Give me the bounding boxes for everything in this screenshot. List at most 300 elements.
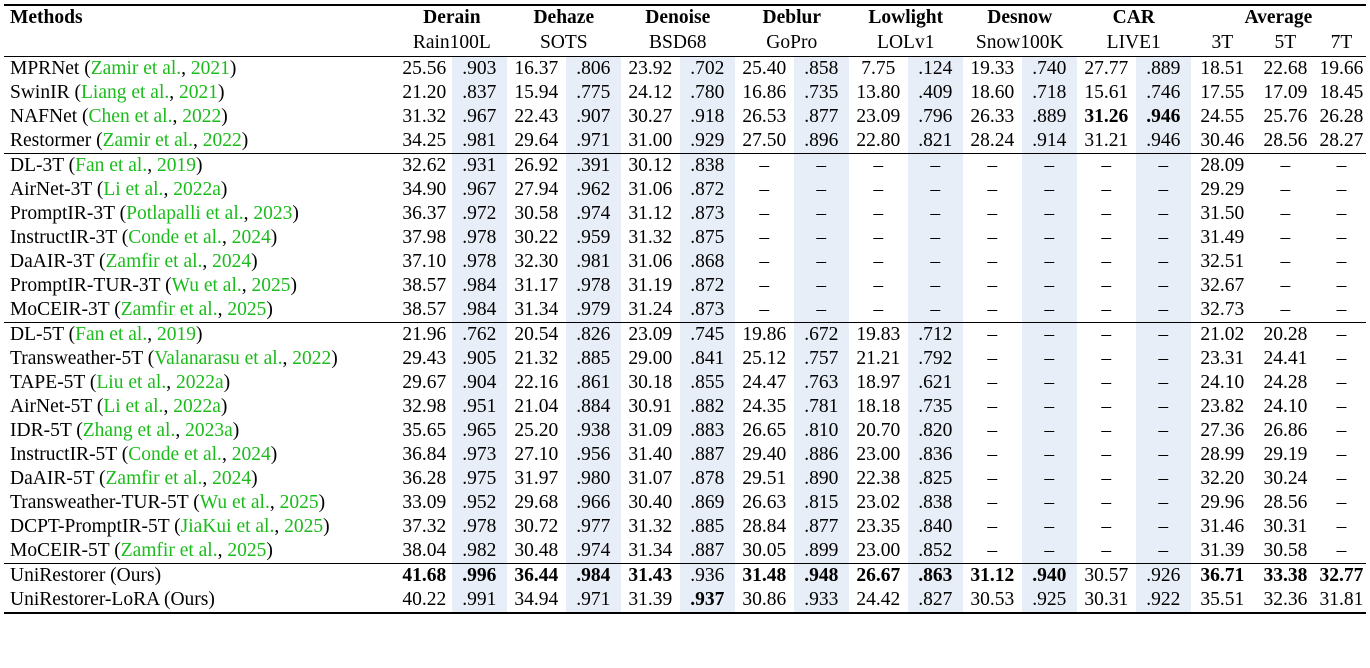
results-table-body — [4, 57, 1366, 614]
value-cell: .951 — [452, 395, 507, 419]
value-cell: 32.77 — [1317, 564, 1366, 589]
value-cell: – — [1336, 516, 1347, 537]
value-cell: – — [1101, 468, 1112, 489]
value-cell: 18.45 — [1319, 82, 1364, 103]
table-row — [4, 564, 1366, 589]
method-name: DL-5T — [10, 324, 64, 345]
method-name-cell: Restormer (Zamir et al., 2022) — [10, 130, 249, 151]
method-name-cell: DCPT-PromptIR-5T (JiaKui et al., 2025) — [10, 516, 330, 537]
value-cell: 31.81 — [1317, 588, 1366, 613]
value-cell: 30.48 — [514, 540, 559, 561]
value-cell: .391 — [566, 154, 621, 179]
value-cell: – — [987, 227, 998, 248]
value-cell: 31.34 — [514, 299, 559, 320]
value-cell: .899 — [794, 539, 849, 564]
value-cell: .735 — [794, 81, 849, 105]
method-name-cell: AirNet-3T (Li et al., 2022a) — [10, 179, 228, 200]
value-cell: 28.99 — [1200, 444, 1245, 465]
value-cell: 24.12 — [628, 82, 673, 103]
value-cell: 41.68 — [397, 564, 452, 589]
value-cell: 26.28 — [1319, 106, 1364, 127]
value-cell: .984 — [452, 298, 507, 323]
value-cell: 31.09 — [628, 420, 673, 441]
value-cell: .740 — [1022, 57, 1077, 82]
value-cell: .890 — [794, 467, 849, 491]
citation-year-link[interactable]: 2025 — [284, 516, 324, 537]
value-cell: .780 — [680, 81, 735, 105]
group-header-average: Average — [1191, 5, 1366, 30]
value-cell: 30.27 — [628, 106, 673, 127]
value-cell: – — [1101, 299, 1112, 320]
citation-year-link[interactable]: 2024 — [212, 251, 252, 272]
value-cell: – — [1101, 251, 1112, 272]
value-cell: .991 — [452, 588, 507, 613]
value-cell: 40.22 — [397, 588, 452, 613]
citation-year-link[interactable]: 2022a — [173, 396, 221, 417]
citation-year-link[interactable]: 2021 — [190, 58, 230, 79]
value-cell: – — [1022, 226, 1077, 250]
value-cell: – — [987, 468, 998, 489]
value-cell: 19.83 — [849, 323, 908, 348]
value-cell: – — [987, 492, 998, 513]
value-cell: 20.28 — [1254, 323, 1317, 348]
group-header-derain: Derain — [397, 5, 507, 30]
value-cell: 27.50 — [742, 130, 787, 151]
value-cell: – — [1022, 419, 1077, 443]
value-cell: 30.31 — [1077, 588, 1136, 613]
value-cell: – — [987, 372, 998, 393]
value-cell: – — [1336, 372, 1347, 393]
value-cell: – — [794, 226, 849, 250]
value-cell: .712 — [908, 323, 963, 348]
value-cell: .852 — [908, 539, 963, 564]
value-cell: .962 — [566, 178, 621, 202]
header-row-datasets — [4, 30, 1366, 57]
value-cell: – — [1336, 492, 1347, 513]
group-header-dehaze: Dehaze — [507, 5, 621, 30]
value-cell: .124 — [908, 57, 963, 82]
citation-link[interactable]: Conde et al. — [128, 227, 222, 248]
value-cell: 30.46 — [1200, 130, 1245, 151]
citation-link[interactable]: Fan et al. — [75, 324, 148, 345]
value-cell: 36.37 — [402, 203, 447, 224]
citation-year-link[interactable]: 2022 — [182, 106, 222, 127]
value-cell: 22.43 — [514, 106, 559, 127]
value-cell: .838 — [680, 154, 735, 179]
value-cell: 32.36 — [1254, 588, 1317, 613]
method-name: DL-3T — [10, 155, 64, 176]
value-cell: .887 — [680, 539, 735, 564]
value-cell: – — [759, 251, 770, 272]
method-name-cell — [4, 588, 397, 613]
citation-link[interactable]: Li et al. — [103, 396, 164, 417]
average-header-3t: 3T — [1191, 30, 1254, 57]
value-cell: .861 — [566, 371, 621, 395]
value-cell: 35.51 — [1191, 588, 1254, 613]
value-cell: – — [1280, 251, 1291, 272]
citation-year-link[interactable]: 2022a — [173, 179, 221, 200]
value-cell: – — [1136, 154, 1191, 179]
value-cell: .971 — [566, 588, 621, 613]
value-cell: – — [1280, 275, 1291, 296]
value-cell: 28.56 — [1263, 492, 1308, 513]
value-cell: – — [1317, 154, 1366, 179]
value-cell: 18.60 — [970, 82, 1015, 103]
value-cell: – — [1022, 467, 1077, 491]
value-cell: 26.86 — [1263, 420, 1308, 441]
value-cell: – — [759, 179, 770, 200]
method-name-cell: InstructIR-3T (Conde et al., 2024) — [10, 227, 278, 248]
value-cell: .959 — [566, 226, 621, 250]
value-cell: – — [1336, 468, 1347, 489]
value-cell: .946 — [1136, 129, 1191, 154]
method-name-cell: AirNet-5T (Li et al., 2022a) — [10, 396, 228, 417]
value-cell: .621 — [908, 371, 963, 395]
citation-year-link[interactable]: 2023 — [253, 203, 293, 224]
citation-year-link[interactable]: 2022 — [202, 130, 242, 151]
value-cell: .896 — [794, 129, 849, 154]
value-cell: – — [1136, 491, 1191, 515]
value-cell: .978 — [452, 515, 507, 539]
value-cell: – — [1022, 539, 1077, 564]
table-row — [4, 371, 1366, 395]
value-cell: .952 — [452, 491, 507, 515]
value-cell: 18.51 — [1200, 58, 1245, 79]
value-cell: – — [908, 178, 963, 202]
value-cell: 26.67 — [849, 564, 908, 589]
value-cell: 29.96 — [1200, 492, 1245, 513]
value-cell: 15.61 — [1084, 82, 1129, 103]
method-name: PromptIR-TUR-3T — [10, 275, 161, 296]
method-name: AirNet-5T — [10, 396, 92, 417]
value-cell: 30.57 — [1077, 564, 1136, 589]
value-cell: 32.98 — [402, 396, 447, 417]
value-cell: – — [794, 154, 849, 179]
value-cell: – — [1136, 274, 1191, 298]
citation-link[interactable]: Valanarasu et al. — [154, 348, 283, 369]
method-name: InstructIR-3T — [10, 227, 117, 248]
header-row-groups — [4, 5, 1366, 30]
value-cell: .965 — [452, 419, 507, 443]
value-cell: 26.63 — [742, 492, 787, 513]
value-cell: – — [1136, 467, 1191, 491]
value-cell: .967 — [452, 105, 507, 129]
value-cell: 30.72 — [514, 516, 559, 537]
value-cell: – — [873, 203, 884, 224]
value-cell: .926 — [1136, 564, 1191, 589]
value-cell: – — [908, 202, 963, 226]
value-cell: 31.24 — [628, 299, 673, 320]
value-cell: – — [1336, 275, 1347, 296]
dataset-header-rain100l: Rain100L — [397, 30, 507, 57]
table-row — [4, 202, 1366, 226]
table-row — [4, 129, 1366, 154]
table-row — [4, 515, 1366, 539]
value-cell: – — [1136, 371, 1191, 395]
value-cell: .966 — [566, 491, 621, 515]
value-cell: .718 — [1022, 81, 1077, 105]
citation-year-link[interactable]: 2024 — [231, 444, 271, 465]
value-cell: 22.38 — [856, 468, 901, 489]
value-cell: 19.33 — [970, 58, 1015, 79]
value-cell: 26.65 — [742, 420, 787, 441]
value-cell: .825 — [908, 467, 963, 491]
method-name-cell — [4, 564, 397, 589]
table-row — [4, 539, 1366, 564]
value-cell: 31.17 — [514, 275, 559, 296]
value-cell: – — [1136, 515, 1191, 539]
value-cell: – — [873, 299, 884, 320]
method-name-cell: SwinIR (Liang et al., 2021) — [10, 82, 225, 103]
value-cell: – — [1136, 539, 1191, 564]
group-header-lowlight: Lowlight — [849, 5, 963, 30]
value-cell: – — [873, 251, 884, 272]
value-cell: 23.02 — [856, 492, 901, 513]
citation-link[interactable]: Fan et al. — [75, 155, 148, 176]
citation-year-link[interactable]: 2024 — [231, 227, 271, 248]
group-header-denoise: Denoise — [621, 5, 735, 30]
value-cell: .978 — [452, 226, 507, 250]
value-cell: .979 — [566, 298, 621, 323]
value-cell: 31.32 — [628, 227, 673, 248]
value-cell: 30.05 — [742, 540, 787, 561]
value-cell: 31.39 — [1200, 540, 1245, 561]
dataset-header-snow100k: Snow100K — [963, 30, 1077, 57]
method-name: UniRestorer-LoRA (Ours) — [10, 589, 215, 610]
value-cell: – — [1336, 348, 1347, 369]
value-cell: 32.20 — [1200, 468, 1245, 489]
value-cell: 29.29 — [1200, 179, 1245, 200]
value-cell: .971 — [566, 129, 621, 154]
citation-year-link[interactable]: 2019 — [156, 324, 196, 345]
dataset-header-gopro: GoPro — [735, 30, 849, 57]
value-cell: 31.26 — [1084, 106, 1129, 127]
value-cell: .872 — [680, 178, 735, 202]
method-name: TAPE-5T — [10, 372, 85, 393]
citation-link[interactable]: Zamir et al. — [102, 130, 194, 151]
value-cell: – — [1101, 275, 1112, 296]
value-cell: 16.37 — [514, 58, 559, 79]
value-cell: 18.97 — [856, 372, 901, 393]
value-cell: 24.42 — [849, 588, 908, 613]
value-cell: 16.86 — [742, 82, 787, 103]
citation-link[interactable]: Zamfir et al. — [120, 540, 218, 561]
value-cell: – — [759, 275, 770, 296]
value-cell: 31.12 — [628, 203, 673, 224]
value-cell: .810 — [794, 419, 849, 443]
citation-year-link[interactable]: 2025 — [251, 275, 291, 296]
value-cell: .904 — [452, 371, 507, 395]
value-cell: .984 — [566, 564, 621, 589]
value-cell: .981 — [566, 250, 621, 274]
method-name-cell: InstructIR-5T (Conde et al., 2024) — [10, 444, 278, 465]
value-cell: – — [1336, 251, 1347, 272]
citation-link[interactable]: JiaKui et al. — [180, 516, 275, 537]
value-cell: .757 — [794, 347, 849, 371]
table-row — [4, 323, 1366, 348]
value-cell: – — [1022, 298, 1077, 323]
method-name: Restormer — [10, 130, 92, 151]
value-cell: .826 — [566, 323, 621, 348]
value-cell: 31.32 — [628, 516, 673, 537]
value-cell: – — [963, 154, 1022, 179]
value-cell: 23.00 — [856, 444, 901, 465]
citation-link[interactable]: Zhang et al. — [82, 420, 176, 441]
citation-year-link[interactable]: 2025 — [279, 492, 319, 513]
value-cell: 29.67 — [402, 372, 447, 393]
value-cell: .775 — [566, 81, 621, 105]
value-cell: 31.46 — [1200, 516, 1245, 537]
method-name-cell: DaAIR-3T (Zamfir et al., 2024) — [10, 251, 258, 272]
method-name: NAFNet — [10, 106, 78, 127]
value-cell: .981 — [452, 129, 507, 154]
value-cell: .877 — [794, 515, 849, 539]
value-cell: 30.40 — [628, 492, 673, 513]
citation-year-link[interactable]: 2025 — [227, 299, 267, 320]
value-cell: .907 — [566, 105, 621, 129]
value-cell: .878 — [680, 467, 735, 491]
value-cell: 27.10 — [514, 444, 559, 465]
average-header-7t: 7T — [1317, 30, 1366, 57]
value-cell: – — [1101, 540, 1112, 561]
value-cell: 24.55 — [1200, 106, 1245, 127]
value-cell: .883 — [680, 419, 735, 443]
citation-year-link[interactable]: 2025 — [227, 540, 267, 561]
value-cell: 29.64 — [514, 130, 559, 151]
value-cell: – — [1336, 227, 1347, 248]
value-cell: .858 — [794, 57, 849, 82]
value-cell: .974 — [566, 539, 621, 564]
method-name: DCPT-PromptIR-5T — [10, 516, 170, 537]
value-cell: .735 — [908, 395, 963, 419]
citation-year-link[interactable]: 2022 — [292, 348, 332, 369]
value-cell: – — [1136, 419, 1191, 443]
citation-link[interactable]: Conde et al. — [128, 444, 222, 465]
value-cell: 38.04 — [402, 540, 447, 561]
value-cell: .972 — [452, 202, 507, 226]
value-cell: .956 — [566, 443, 621, 467]
table-row — [4, 154, 1366, 179]
citation-year-link[interactable]: 2024 — [212, 468, 252, 489]
value-cell: – — [1336, 420, 1347, 441]
value-cell: – — [1101, 227, 1112, 248]
citation-year-link[interactable]: 2022a — [175, 372, 224, 393]
method-name-cell: NAFNet (Chen et al., 2022) — [10, 106, 228, 127]
value-cell: 35.65 — [402, 420, 447, 441]
value-cell: 25.76 — [1263, 106, 1308, 127]
value-cell: – — [1022, 347, 1077, 371]
value-cell: – — [1336, 396, 1347, 417]
value-cell: – — [759, 203, 770, 224]
citation-link[interactable]: Zamir et al. — [90, 58, 182, 79]
value-cell: .975 — [452, 467, 507, 491]
citation-link[interactable]: Wu et al. — [171, 275, 242, 296]
citation-link[interactable]: Chen et al. — [88, 106, 173, 127]
value-cell: – — [1022, 250, 1077, 274]
value-cell: – — [1136, 178, 1191, 202]
value-cell: – — [1280, 203, 1291, 224]
citation-link[interactable]: Zamfir et al. — [105, 468, 203, 489]
value-cell: – — [1336, 540, 1347, 561]
value-cell: 24.10 — [1263, 396, 1308, 417]
value-cell: 31.39 — [621, 588, 680, 613]
value-cell: 31.50 — [1200, 203, 1245, 224]
table-row — [4, 274, 1366, 298]
citation-link[interactable]: Zamfir et al. — [105, 251, 203, 272]
table-row — [4, 588, 1366, 613]
value-cell: 21.20 — [402, 82, 447, 103]
value-cell: .925 — [1022, 588, 1077, 613]
value-cell: – — [1136, 323, 1191, 348]
value-cell: – — [873, 227, 884, 248]
value-cell: 27.77 — [1084, 58, 1129, 79]
value-cell: .918 — [680, 105, 735, 129]
value-cell: – — [908, 154, 963, 179]
value-cell: 25.56 — [402, 58, 447, 79]
value-cell: .933 — [794, 588, 849, 613]
value-cell: – — [908, 226, 963, 250]
value-cell: 23.00 — [856, 540, 901, 561]
value-cell: .869 — [680, 491, 735, 515]
value-cell: – — [987, 251, 998, 272]
value-cell: .868 — [680, 250, 735, 274]
value-cell: .841 — [680, 347, 735, 371]
average-header-5t: 5T — [1254, 30, 1317, 57]
citation-year-link[interactable]: 2021 — [179, 82, 218, 103]
value-cell: – — [1254, 154, 1317, 179]
value-cell: 18.18 — [856, 396, 901, 417]
value-cell: – — [987, 275, 998, 296]
value-cell: 21.02 — [1191, 323, 1254, 348]
value-cell: .873 — [680, 202, 735, 226]
value-cell: 30.86 — [735, 588, 794, 613]
value-cell: – — [987, 179, 998, 200]
value-cell: 24.28 — [1263, 372, 1308, 393]
value-cell: – — [1336, 179, 1347, 200]
value-cell: – — [1022, 443, 1077, 467]
citation-link[interactable]: Wu et al. — [199, 492, 270, 513]
value-cell: .836 — [908, 443, 963, 467]
value-cell: – — [1317, 323, 1366, 348]
value-cell: 26.92 — [507, 154, 566, 179]
value-cell: .875 — [680, 226, 735, 250]
results-table — [4, 4, 1366, 614]
value-cell: – — [1101, 516, 1112, 537]
citation-year-link[interactable]: 2023a — [185, 420, 233, 441]
citation-year-link[interactable]: 2019 — [156, 155, 196, 176]
value-cell: .905 — [452, 347, 507, 371]
value-cell: 31.32 — [402, 106, 447, 127]
value-cell: 24.10 — [1200, 372, 1245, 393]
value-cell: 38.57 — [402, 275, 447, 296]
value-cell: – — [1101, 203, 1112, 224]
value-cell: – — [1280, 227, 1291, 248]
value-cell: 29.19 — [1263, 444, 1308, 465]
citation-link[interactable]: Liu et al. — [96, 372, 167, 393]
value-cell: 28.24 — [970, 130, 1015, 151]
value-cell: 33.38 — [1254, 564, 1317, 589]
citation-link[interactable]: Liang et al. — [80, 82, 170, 103]
value-cell: 26.53 — [742, 106, 787, 127]
value-cell: 30.31 — [1263, 516, 1308, 537]
value-cell: – — [1101, 492, 1112, 513]
value-cell: 34.94 — [507, 588, 566, 613]
value-cell: .929 — [680, 129, 735, 154]
value-cell: 21.21 — [856, 348, 901, 369]
citation-link[interactable]: Li et al. — [103, 179, 164, 200]
citation-link[interactable]: Potlapalli et al. — [126, 203, 244, 224]
citation-link[interactable]: Zamfir et al. — [120, 299, 218, 320]
